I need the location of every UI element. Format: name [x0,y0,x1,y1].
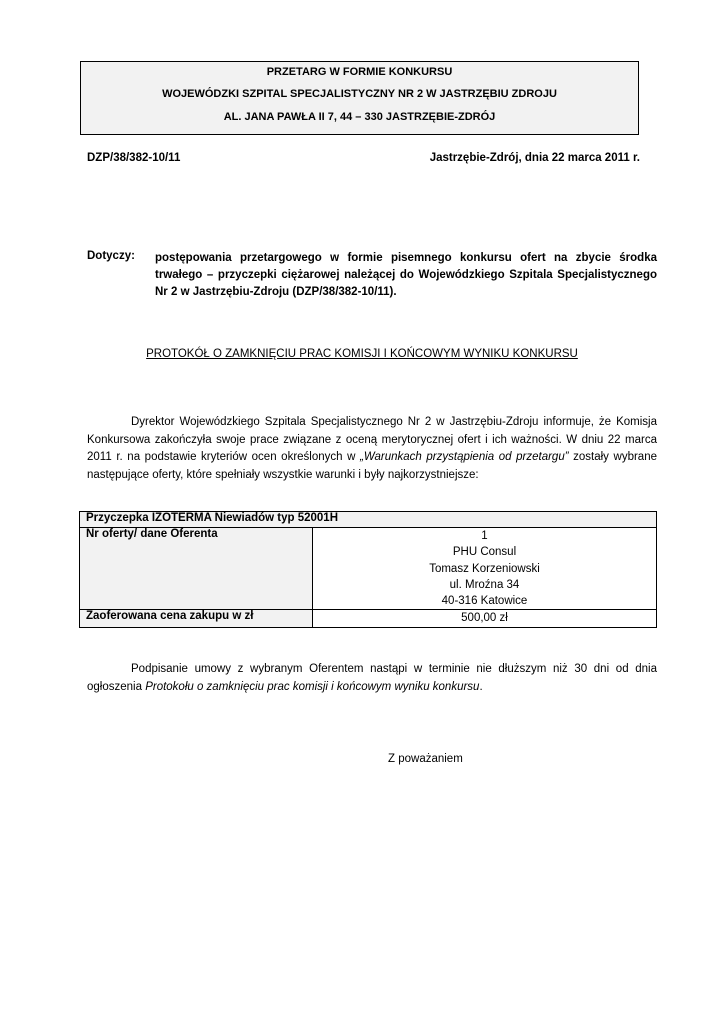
bidder-street: ul. Mroźna 34 [449,578,520,591]
paragraph-announcement [87,414,657,484]
bidder-city: 40-316 Katowice [441,595,528,608]
header-box [80,61,639,135]
price-label: Zaoferowana cena zakupu w zł [80,610,313,627]
offer-table-title: Przyczepka IZOTERMA Niewiadów typ 52001H [80,512,657,528]
offer-table [79,511,657,628]
offer-label: Nr oferty/ dane Oferenta [80,528,313,610]
offer-table-title-row [80,512,657,528]
offer-table-bidder-row [80,528,657,610]
offer-table-price-row [80,610,657,627]
bidder-person: Tomasz Korzeniowski [429,562,540,575]
paragraph-contract-part-a: Podpisanie umowy z wybranym Oferentem nastąpi w terminie nie dłuższym niż 30 dni od dnia ogłoszenia [87,663,657,693]
paragraph-contract-part-b: . [479,680,483,693]
reference-number: DZP/38/382-10/11 [87,152,181,164]
subject-text: postępowania przetargowego w formie pisemnego konkursu ofert na zbycie środka trwałego – przyczepki ciężarowej należącej do Wojewódzkiego Szpitala Specjalistycznego Nr 2 w Jastrzębiu-Zdroju (DZP/38/382-10/11). [155,252,657,298]
offer-bidder-details [313,528,657,610]
header-address: AL. JANA PAWŁA II 7, 44 – 330 JASTRZĘBIE-ZDRÓJ [223,111,496,123]
closing-salutation: Z poważaniem [388,753,463,765]
header-institution: WOJEWÓDZKI SZPITAL SPECJALISTYCZNY NR 2 W JASTRZĘBIU ZDROJU [162,88,557,100]
paragraph-contract [87,661,657,696]
price-value: 500,00 zł [313,610,657,627]
place-date: Jastrzębie-Zdrój, dnia 22 marca 2011 r. [429,152,640,164]
paragraph-announcement-part-a: Dyrektor Wojewódzkiego Szpitala Specjalistycznego Nr 2 w Jastrzębiu-Zdroju informuje, że Komisja Konkursowa zakończyła swoje prace związane z oceną merytorycznej ofert i ich ważności. W dniu 22 marca 2011 r. na podstawie kryteriów ocen określonych w [87,416,657,463]
subject-label: Dotyczy: [87,250,135,262]
paragraph-announcement-part-b: zostały wybrane następujące oferty, które spełniały wszystkie warunki i były najkorzystniejsze: [87,451,657,481]
header-title: PRZETARG W FORMIE KONKURSU [266,66,453,78]
paragraph-contract-italic: Protokołu o zamknięciu prac komisji i końcowym wyniku konkursu [145,680,480,693]
bidder-company: PHU Consul [452,546,517,559]
protocol-title: PROTOKÓŁ O ZAMKNIĘCIU PRAC KOMISJI I KOŃCOWYM WYNIKU KONKURSU [146,348,578,360]
paragraph-announcement-italic: „Warunkach przystąpienia od przetargu” [360,451,569,463]
offer-number: 1 [481,530,488,542]
